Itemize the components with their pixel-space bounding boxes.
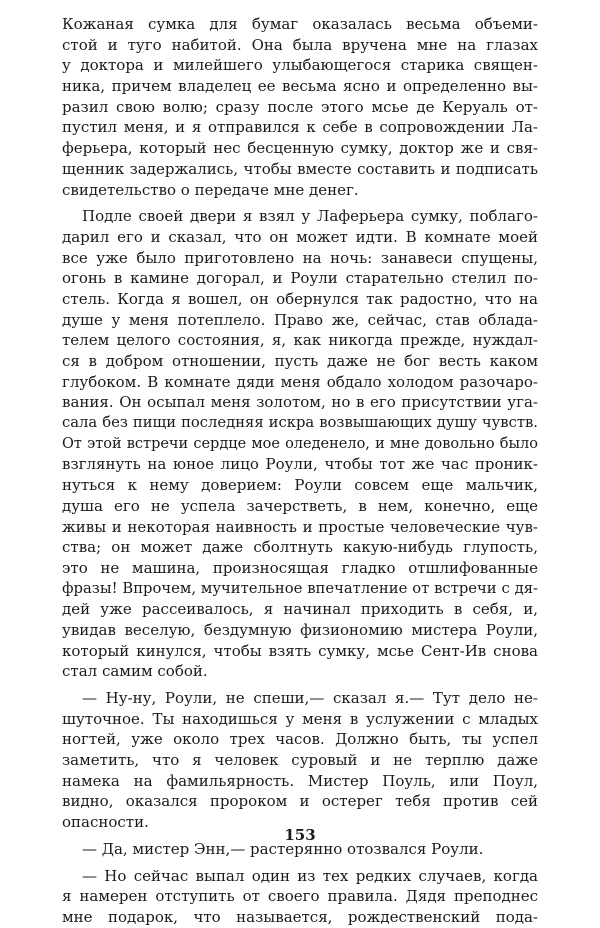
text-line: Кожаная сумка для бумаг оказалась весьма объеми-: [62, 15, 538, 33]
text-line: огонь в камине догорал, и Роули старательно стелил по-: [62, 269, 538, 288]
text-line: увидав веселую, бездумную физиономию мистера Роули,: [62, 620, 538, 639]
text-line: — Ну-ну, Роули, не спеши,— сказал я.— Тут дело не-: [82, 689, 538, 707]
paragraph-5: [62, 866, 538, 928]
text-line: взглянуть на юное лицо Роули, чтобы тот же час проник-: [62, 455, 538, 474]
page-body: [62, 14, 538, 928]
text-line: дарил его и сказал, что он может идти. В комнате моей: [62, 227, 538, 246]
text-line: который кинулся, чтобы взять сумку, мсье Сент-Ив снова: [62, 641, 538, 660]
text-line: шуточное. Ты находишься у меня в услужении с младых: [62, 709, 538, 728]
text-line: сала без пищи последняя искра возвышающих душу чувств.: [62, 414, 538, 432]
text-line: опасности.: [62, 813, 149, 832]
text-line: пустил меня, и я отправился к себе в сопровождении Ла-: [62, 118, 538, 137]
text-line: ника, причем владелец ее весьма ясно и определенно вы-: [62, 77, 538, 96]
text-line: щенник задержались, чтобы вместе составить и подписать: [62, 159, 538, 178]
text-line: ся в добром отношении, пусть даже не бог весть каком: [62, 352, 538, 370]
text-line: ферьера, который нес бесценную сумку, доктор же и свя-: [62, 139, 538, 158]
text-line: нуться к нему доверием: Роули совсем еще мальчик,: [62, 476, 538, 495]
text-line: душа его не успела зачерстветь, в нем, конечно, еще: [62, 496, 538, 515]
text-line: стой и туго набитой. Она была вручена мне на глазах: [62, 35, 538, 54]
text-line: видно, оказался пророком и остерег тебя против сей: [62, 792, 538, 811]
text-line: телем целого состояния, я, как никогда прежде, нуждал-: [62, 331, 538, 350]
text-line: у доктора и милейшего улыбающегося старика священ-: [62, 56, 538, 75]
text-line: ногтей, уже около трех часов. Должно быть, ты успел: [62, 730, 538, 749]
text-line: живы и некоторая наивность и простые человеческие чув-: [62, 517, 538, 536]
text-line: разил свою волю; сразу после этого мсье де Керуаль от-: [62, 97, 538, 116]
text-line: заметить, что я человек суровый и не терплю даже: [62, 751, 538, 770]
text-line: — Да, мистер Энн,— растерянно отозвался Роули.: [82, 839, 484, 858]
text-line: ства; он может даже сболтнуть какую-нибудь глупость,: [62, 538, 538, 557]
text-line: свидетельство о передаче мне денег.: [62, 180, 359, 199]
text-line: душе у меня потеплело. Право же, сейчас, став облада-: [62, 310, 538, 329]
page-number: 153: [284, 826, 316, 844]
text-line: — Но сейчас выпал один из тех редких случаев, когда: [82, 866, 538, 885]
text-line: глубоком. В комнате дяди меня обдало холодом разочаро-: [62, 372, 538, 391]
paragraph-2: [62, 206, 538, 682]
text-line: стал самим собой.: [62, 662, 208, 681]
text-line: стель. Когда я вошел, он обернулся так радостно, что на: [62, 289, 538, 308]
text-line: это не машина, произносящая гладко отшлифованные: [62, 558, 538, 577]
text-line: фразы! Впрочем, мучительное впечатление от встречи с дя-: [62, 579, 538, 597]
paragraph-1: [62, 14, 538, 200]
text-line: намека на фамильярность. Мистер Поуль, или Поул,: [62, 771, 538, 790]
text-line: От этой встречи сердце мое оледенело, и мне довольно было: [62, 435, 538, 452]
text-line: вания. Он осыпал меня золотом, но в его присутствии уга-: [62, 393, 538, 412]
text-line: мне подарок, что называется, рождественский пода-: [62, 907, 538, 926]
text-line: дей уже рассеивалось, я начинал приходить в себя, и,: [62, 600, 538, 619]
paragraph-3: [62, 688, 538, 833]
text-line: все уже было приготовлено на ночь: занавеси спущены,: [62, 248, 538, 267]
text-line: Подле своей двери я взял у Лаферьера сумку, поблаго-: [82, 207, 538, 226]
text-line: я намерен отступить от своего правила. Дядя преподнес: [62, 887, 538, 906]
